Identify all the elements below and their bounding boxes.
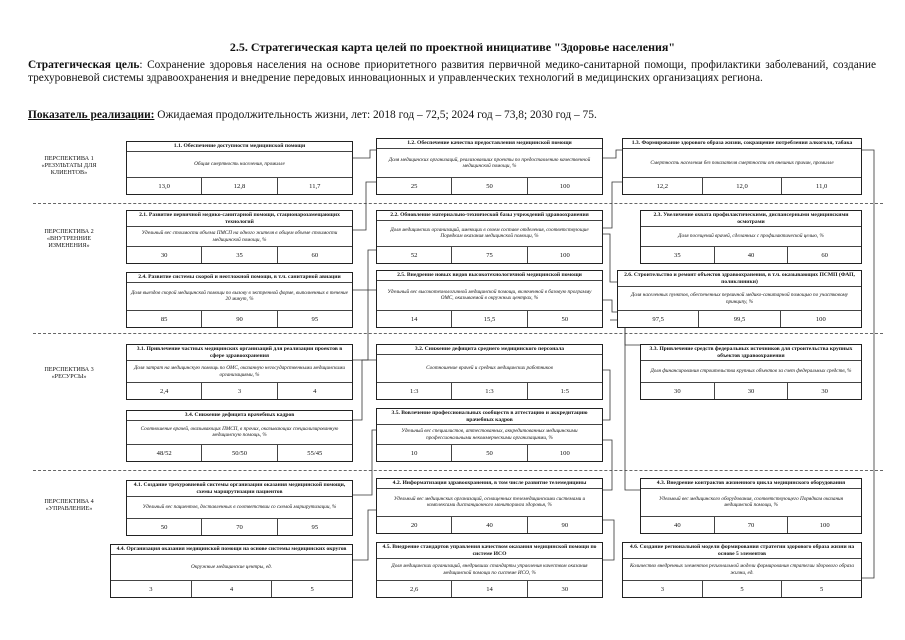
goal-title: 3.2. Снижение дефицита среднего медицинского персонала [377, 345, 602, 355]
value-2018: 35 [641, 247, 715, 263]
value-2018: 20 [377, 517, 452, 533]
separator [33, 333, 883, 334]
value-2024: 12,8 [202, 178, 277, 194]
value-2024: 50/50 [202, 445, 277, 461]
goal-indicator: Количество внедренных элементов региональной модели формирования стратегии здорового образа жизни, ед. [623, 559, 861, 581]
goal-indicator: Удельный вес медицинских организаций, оснащенных телемедицинскими системами и комплексами дистанционного мониторинга здоровья, % [377, 489, 602, 517]
value-2030: 100 [559, 449, 570, 457]
goal-indicator: Удельный вес специалистов, аттестованных, аккредитованных медицинскими профессиональными некоммерческими организациями, % [377, 425, 602, 445]
goal-box-3-3 [640, 344, 862, 400]
value-2018: 40 [641, 517, 715, 533]
value-2018: 2,6 [377, 581, 452, 597]
goal-title: 3.4. Снижение дефицита врачебных кадров [127, 411, 352, 421]
goal-box-2-4 [126, 272, 353, 328]
indicator-label: Показатель реализации: [28, 109, 155, 121]
goal-values [127, 519, 352, 535]
implementation-indicator [28, 109, 888, 121]
perspective-4-label: ПЕРСПЕКТИВА 4 «УПРАВЛЕНИЕ» [44, 498, 94, 512]
strategic-goal-text: : Сохранение здоровья населения на основе приоритетного развития первичной медико-санитарной помощи, профилактики заболеваний, создание трехуровневой системы здравоохранения и внедрение передовых инновационных и управленческих технологий в медицинских организациях региона. [28, 59, 876, 84]
value-2030: 100 [819, 521, 830, 529]
value-2024: 15,5 [452, 311, 527, 327]
goal-values [641, 247, 861, 263]
value-2018: 3 [111, 581, 192, 597]
goal-box-2-5 [376, 270, 603, 328]
goal-title: 2.3. Увеличение охвата профилактическими, диспансерными медицинскими осмотрами [641, 211, 861, 227]
goal-box-4-5 [376, 542, 603, 598]
value-2030: 100 [815, 315, 826, 323]
goal-box-3-4 [126, 410, 353, 462]
goal-values [641, 517, 861, 533]
value-2030: 11,7 [309, 182, 321, 190]
goal-title: 2.5. Внедрение новых видов высокотехнологичной медицинской помощи [377, 271, 602, 281]
goal-box-4-3 [640, 478, 862, 534]
value-2030: 50 [561, 315, 569, 323]
goal-title: 4.5. Внедрение стандартов управления качеством оказания медицинской помощи по системе ИСО [377, 543, 602, 559]
value-2018: 1:3 [377, 383, 452, 399]
value-2030: 30 [561, 585, 569, 593]
value-2018: 25 [377, 178, 452, 194]
strategic-goal [28, 59, 876, 85]
value-2024: 75 [452, 247, 527, 263]
goal-values [618, 311, 861, 327]
value-2030: 100 [559, 251, 570, 259]
indicator-text: Ожидаемая продолжительность жизни, лет: 2018 год – 72,5; 2024 год – 73,8; 2030 год – 75. [154, 109, 597, 121]
value-2030: 1:5 [560, 387, 570, 395]
goal-values [377, 247, 602, 263]
goal-box-2-1 [126, 210, 353, 264]
goal-title: 1.2. Обеспечение качества предоставления медицинской помощи [377, 139, 602, 149]
value-2018: 97,5 [618, 311, 699, 327]
goal-indicator: Удельный вес стоимости объема ПМСП на одного жителя в общем объеме стоимости медицинской помощи, % [127, 227, 352, 247]
goal-title: 4.2. Информатизация здравоохранения, в том числе развитие телемедицины [377, 479, 602, 489]
goal-indicator: Смертность населения без показателя смертности от внешних причин, промилле [623, 149, 861, 178]
goal-title: 4.6. Создание региональной модели формирования стратегии здорового образа жизни на основе 5 элементов [623, 543, 861, 559]
value-2024: 99,5 [699, 311, 780, 327]
value-2030: 100 [559, 182, 570, 190]
value-2018: 12,2 [623, 178, 703, 194]
value-2018: 2,4 [127, 383, 202, 399]
value-2030: 55/45 [307, 449, 323, 457]
goal-indicator: Удельный вес высокотехнологичной медицинской помощи, включенной в базовую программу ОМС, оказываемой в окружных центрах, % [377, 281, 602, 311]
goal-indicator: Общая смертность населения, промилле [127, 152, 352, 178]
goal-indicator: Доля медицинских организаций, реализовавших проекты по предоставлению качественной медицинской помощи, % [377, 149, 602, 178]
value-2024: 40 [715, 247, 789, 263]
goal-indicator: Соотношение врачей, оказывающих ПМСП, в прочих, оказывающих специализированную медицинскую помощь, % [127, 421, 352, 445]
goal-values [111, 581, 352, 597]
value-2024: 35 [202, 247, 277, 263]
goal-values [127, 247, 352, 263]
separator [33, 470, 883, 471]
goal-title: 1.3. Формирование здорового образа жизни, сокращение потребления алкоголя, табака [623, 139, 861, 149]
goal-box-2-3 [640, 210, 862, 264]
value-2018: 52 [377, 247, 452, 263]
goal-box-3-2 [376, 344, 603, 400]
value-2024: 5 [703, 581, 783, 597]
goal-indicator: Доля выездов скорой медицинской помощи по вызову в экстренной форме, выполненных в течение 20 минут, % [127, 283, 352, 311]
value-2018: 13,0 [127, 178, 202, 194]
goal-indicator: Доля посещений врачей, сделанных с профилактической целью, % [641, 227, 861, 247]
value-2024: 1:3 [452, 383, 527, 399]
value-2018: 10 [377, 445, 452, 461]
goal-values [127, 311, 352, 327]
goal-indicator: Доля затрат на медицинскую помощь по ОМС, оказанную негосударственными медицинскими организациями, % [127, 361, 352, 383]
goal-values [623, 581, 861, 597]
value-2030: 4 [313, 387, 317, 395]
goal-box-3-5 [376, 408, 603, 462]
value-2030: 60 [821, 251, 828, 259]
goal-box-4-6 [622, 542, 862, 598]
value-2024: 14 [452, 581, 527, 597]
goal-values [377, 517, 602, 533]
value-2030: 90 [561, 521, 569, 529]
page-heading: 2.5. Стратегическая карта целей по проектной инициативе "Здоровье населения" [229, 40, 676, 54]
value-2024: 30 [715, 383, 789, 399]
value-2018: 30 [127, 247, 202, 263]
goal-values [377, 178, 602, 194]
goal-title: 2.4. Развитие системы скорой и неотложной помощи, в т.ч. санитарной авиации [127, 273, 352, 283]
separator [33, 203, 883, 204]
goal-title: 2.6. Строительство и ремонт объектов здравоохранения, в т.ч. оказывающих ПСМП (ФАП, поликлиники) [618, 271, 861, 287]
goal-box-1-1 [126, 141, 353, 195]
value-2024: 90 [202, 311, 277, 327]
value-2024: 3 [202, 383, 277, 399]
goal-indicator: Соотношение врачей и средних медицинских работников [377, 355, 602, 383]
goal-values [127, 445, 352, 461]
goal-title: 2.2. Обновление материально-технической базы учреждений здравоохранения [377, 211, 602, 221]
perspective-3-label: ПЕРСПЕКТИВА 3 «РЕСУРСЫ» [44, 366, 94, 380]
value-2024: 40 [452, 517, 527, 533]
value-2030: 5 [310, 585, 314, 593]
goal-box-2-6 [617, 270, 862, 328]
goal-title: 4.1. Создание трехуровневой системы организации оказания медицинской помощи, схемы маршрутизации пациентов [127, 481, 352, 497]
goal-values [377, 311, 602, 327]
goal-title: 4.3. Внедрение контрактов жизненного цикла медицинского оборудования [641, 479, 861, 489]
goal-values [377, 581, 602, 597]
value-2018: 30 [641, 383, 715, 399]
value-2030: 95 [311, 315, 319, 323]
goal-box-1-3 [622, 138, 862, 195]
goal-box-4-4 [110, 544, 353, 598]
goal-values [127, 178, 352, 194]
goal-values [377, 383, 602, 399]
goal-indicator: Доля медицинских организаций, внедривших стандарты управления качеством оказания медицинской помощи по системе ИСО, % [377, 559, 602, 581]
goal-indicator: Доля медицинских организаций, имеющих в своем составе отделения, соответствующие Порядкам оказания медицинской помощи, % [377, 221, 602, 247]
value-2024: 12,0 [703, 178, 783, 194]
goal-box-4-1 [126, 480, 353, 536]
value-2030: 11,0 [816, 182, 828, 190]
goal-values [623, 178, 861, 194]
value-2030: 5 [820, 585, 824, 593]
goal-indicator: Окружные медицинские центры, ед. [111, 555, 352, 581]
value-2018: 85 [127, 311, 202, 327]
goal-title: 3.1. Привлечение частных медицинских организаций для реализации проектов в сфере здравоохранения [127, 345, 352, 361]
goal-values [377, 445, 602, 461]
value-2018: 3 [623, 581, 703, 597]
value-2030: 60 [311, 251, 319, 259]
goal-values [127, 383, 352, 399]
strategic-goal-label: Стратегическая цель [28, 59, 140, 71]
value-2024: 4 [192, 581, 273, 597]
goal-indicator: Удельный вес медицинского оборудования, соответствующего Порядкам оказания медицинской помощи, % [641, 489, 861, 517]
goal-box-1-2 [376, 138, 603, 195]
perspective-1-label: ПЕРСПЕКТИВА 1 «РЕЗУЛЬТАТЫ ДЛЯ КЛИЕНТОВ» [41, 155, 97, 176]
value-2024: 70 [715, 517, 789, 533]
goal-box-2-2 [376, 210, 603, 264]
goal-indicator: Удельный вес пациентов, доставленных в соответствии со схемой маршрутизации, % [127, 497, 352, 519]
goal-box-3-1 [126, 344, 353, 400]
goal-indicator: Доля населенных пунктов, обеспеченных первичной медико-санитарной помощью по участковому принципу, % [618, 287, 861, 311]
value-2030: 95 [311, 523, 319, 531]
goal-title: 4.4. Организация оказания медицинской помощи на основе системы медицинских округов [111, 545, 352, 555]
value-2024: 70 [202, 519, 277, 535]
goal-title: 1.1. Обеспечение доступности медицинской помощи [127, 142, 352, 152]
goal-box-4-2 [376, 478, 603, 534]
goal-indicator: Доля финансирования строительства крупных объектов за счет федеральных средств, % [641, 361, 861, 383]
value-2024: 50 [452, 445, 527, 461]
goal-title: 3.3. Привлечение средств федеральных источников для строительства крупных объектов здравоохранения [641, 345, 861, 361]
value-2018: 50 [127, 519, 202, 535]
goal-title: 2.1. Развитие первичной медико-санитарной помощи, стационарозамещающих технологий [127, 211, 352, 227]
goal-values [641, 383, 861, 399]
goal-title: 3.5. Вовлечение профессиональных сообществ в аттестацию и аккредитацию врачебных кадров [377, 409, 602, 425]
value-2018: 14 [377, 311, 452, 327]
value-2018: 48/52 [127, 445, 202, 461]
perspective-2-label: ПЕРСПЕКТИВА 2 «ВНУТРЕННИЕ ИЗМЕНЕНИЯ» [44, 228, 94, 249]
value-2024: 50 [452, 178, 527, 194]
value-2030: 30 [821, 387, 828, 395]
